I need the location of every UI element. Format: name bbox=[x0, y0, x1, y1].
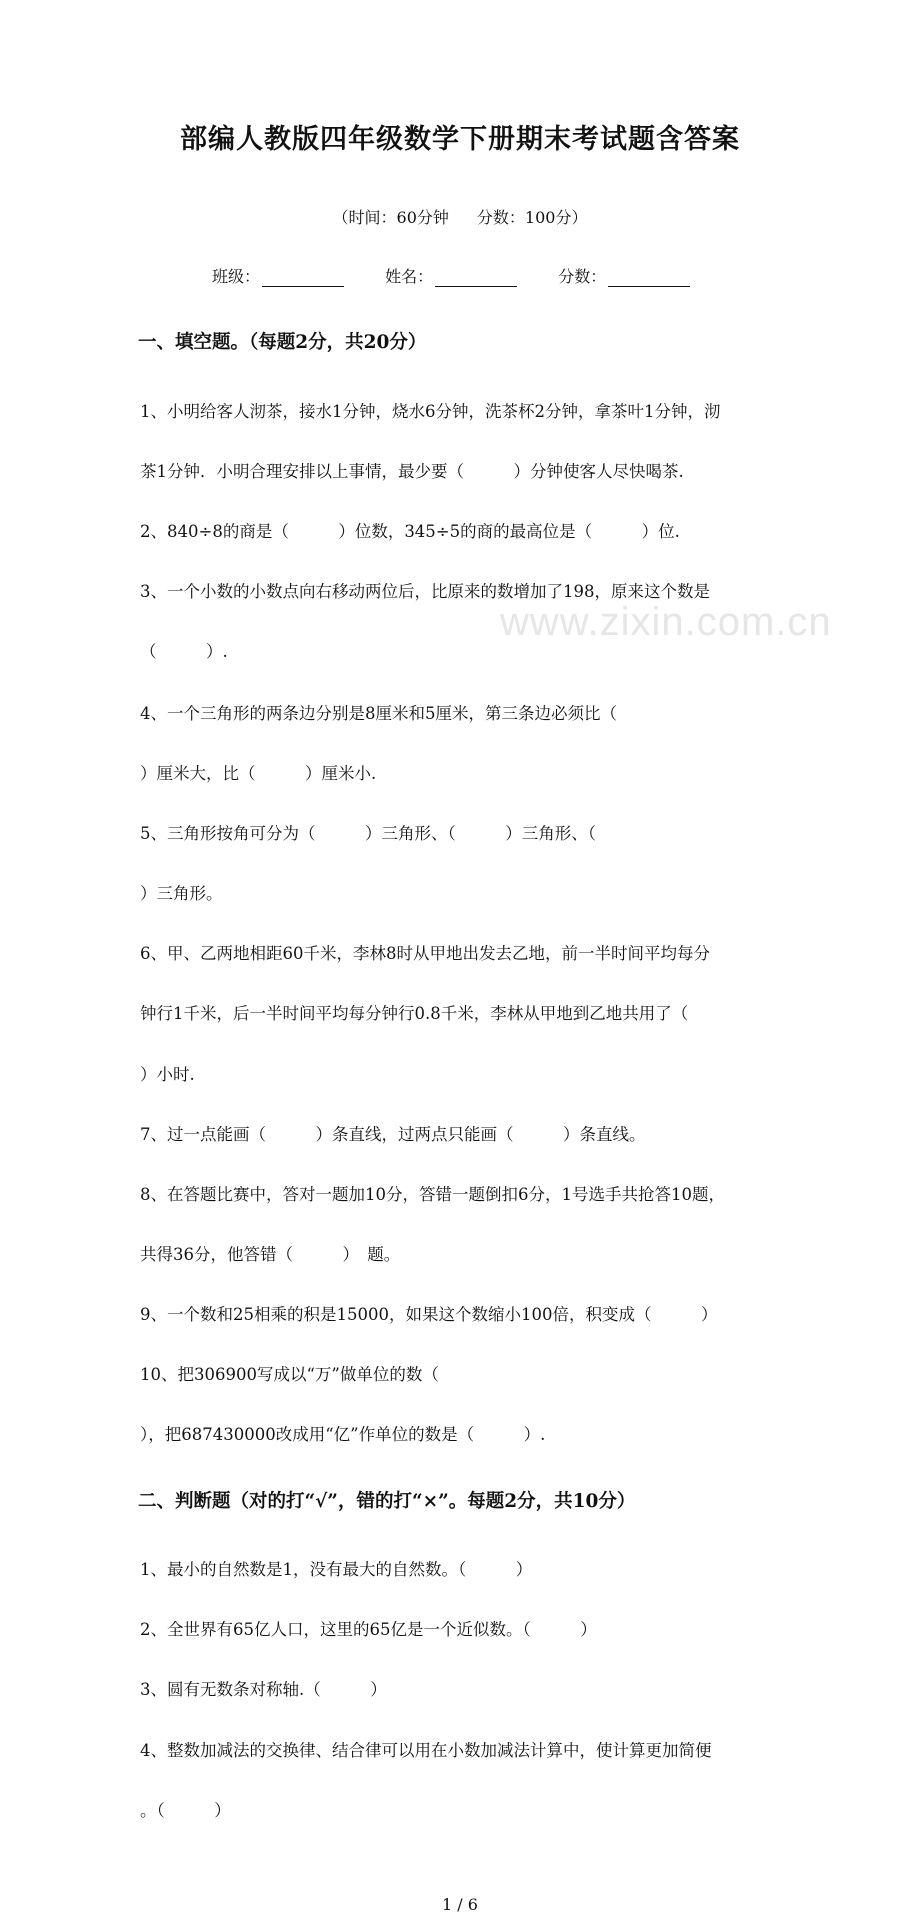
watermark: www.zixin.com.cn bbox=[500, 600, 832, 644]
class-field[interactable] bbox=[212, 264, 344, 287]
name-blank[interactable] bbox=[435, 270, 517, 287]
question-line: ）厘米大，比（ ）厘米小. bbox=[140, 764, 377, 783]
question-line: 2、840÷8的商是（ ）位数，345÷5的商的最高位是（ ）位. bbox=[140, 522, 680, 541]
question-line: 5、三角形按角可分为（ ）三角形、（ ）三角形、（ bbox=[140, 824, 596, 843]
question-line: 1、小明给客人沏茶，接水1分钟，烧水6分钟，洗茶杯2分钟，拿茶叶1分钟，沏 bbox=[140, 402, 721, 421]
section-heading-true-false: 二、判断题（对的打“√”，错的打“×”。每题2分，共10分） bbox=[138, 1491, 636, 1512]
question-line: 9、一个数和25相乘的积是15000，如果这个数缩小100倍，积变成（ ） bbox=[140, 1305, 718, 1324]
question-line: ），把687430000改成用“亿”作单位的数是（ ）. bbox=[140, 1425, 546, 1444]
question-line: ）小时. bbox=[140, 1065, 195, 1084]
meta-score: 分数：100分） bbox=[476, 208, 588, 227]
name-field[interactable] bbox=[385, 264, 517, 287]
question-line: 8、在答题比赛中，答对一题加10分，答错一题倒扣6分，1号选手共抢答10题， bbox=[140, 1185, 725, 1204]
question-line: 钟行1千米，后一半时间平均每分钟行0.8千米，李林从甲地到乙地共用了（ bbox=[140, 1004, 689, 1023]
name-label: 姓名： bbox=[385, 267, 434, 286]
question-line: 10、把306900写成以“万”做单位的数（ bbox=[140, 1365, 439, 1384]
score-blank[interactable] bbox=[608, 270, 690, 287]
score-label: 分数： bbox=[558, 267, 607, 286]
question-line: 3、一个小数的小数点向右移动两位后，比原来的数增加了198，原来这个数是 bbox=[140, 582, 710, 601]
question-line: 共得36分，他答错（ ） 题。 bbox=[140, 1245, 401, 1264]
page-number: 1 / 6 bbox=[442, 1895, 478, 1914]
student-fields bbox=[212, 264, 920, 287]
question-line: （ ）. bbox=[140, 642, 228, 661]
question-line: 4、整数加减法的交换律、结合律可以用在小数加减法计算中，使计算更加简便 bbox=[140, 1741, 712, 1760]
score-field[interactable] bbox=[558, 264, 690, 287]
page-title: 部编人教版四年级数学下册期末考试题含答案 bbox=[180, 124, 740, 155]
class-blank[interactable] bbox=[262, 270, 344, 287]
question-line: 茶1分钟．小明合理安排以上事情，最少要（ ）分钟使客人尽快喝茶. bbox=[140, 462, 684, 481]
meta-time: （时间：60分钟 bbox=[332, 208, 449, 227]
question-line: 1、最小的自然数是1，没有最大的自然数。（ ） bbox=[140, 1560, 533, 1579]
question-line: ）三角形。 bbox=[140, 884, 223, 903]
question-line: 7、过一点能画（ ）条直线，过两点只能画（ ）条直线。 bbox=[140, 1125, 646, 1144]
question-line: 2、全世界有65亿人口，这里的65亿是一个近似数。（ ） bbox=[140, 1620, 597, 1639]
question-line: 。（ ） bbox=[140, 1801, 231, 1820]
section-heading-fill-blank: 一、填空题。（每题2分，共20分） bbox=[138, 332, 427, 353]
exam-meta bbox=[0, 205, 920, 228]
question-line: 6、甲、乙两地相距60千米，李林8时从甲地出发去乙地，前一半时间平均每分 bbox=[140, 944, 710, 963]
question-line: 4、一个三角形的两条边分别是8厘米和5厘米，第三条边必须比（ bbox=[140, 704, 617, 723]
question-line: 3、圆有无数条对称轴.（ ） bbox=[140, 1680, 387, 1699]
class-label: 班级： bbox=[212, 267, 261, 286]
